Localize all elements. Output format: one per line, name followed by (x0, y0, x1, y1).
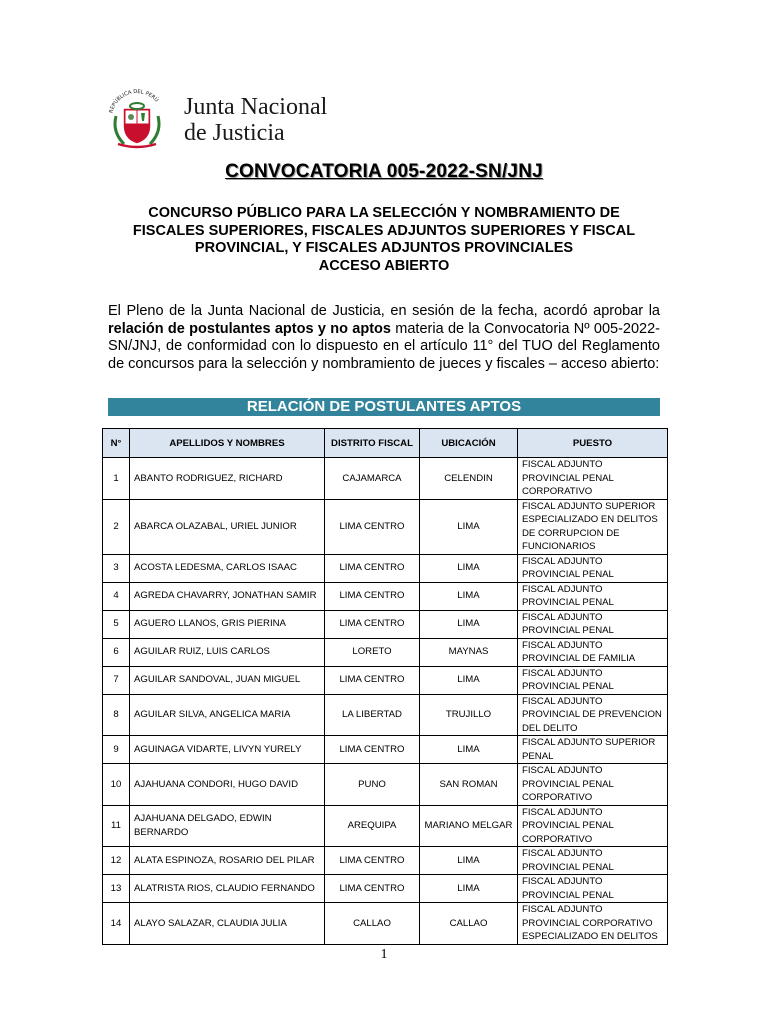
cell-district: LIMA CENTRO (325, 847, 420, 875)
cell-name: AGUINAGA VIDARTE, LIVYN YURELY (130, 736, 325, 764)
table-row (103, 805, 668, 847)
table-row (103, 610, 668, 638)
cell-num: 1 (103, 458, 130, 500)
cell-name: AJAHUANA DELGADO, EDWIN BERNARDO (130, 805, 325, 847)
cell-position: FISCAL ADJUNTO SUPERIOR ESPECIALIZADO EN DELITOS DE CORRUPCION DE FUNCIONARIOS (518, 499, 668, 554)
header-position: PUESTO (518, 429, 668, 458)
header-name: APELLIDOS Y NOMBRES (130, 429, 325, 458)
cell-position: FISCAL ADJUNTO PROVINCIAL PENAL (518, 847, 668, 875)
table-row (103, 847, 668, 875)
cell-position: FISCAL ADJUNTO SUPERIOR PENAL (518, 736, 668, 764)
cell-location: LIMA (420, 666, 518, 694)
document-subtitle (100, 205, 668, 275)
cell-location: LIMA (420, 736, 518, 764)
cell-name: ALAYO SALAZAR, CLAUDIA JULIA (130, 903, 325, 945)
cell-name: ALATA ESPINOZA, ROSARIO DEL PILAR (130, 847, 325, 875)
cell-num: 5 (103, 610, 130, 638)
cell-name: ABARCA OLAZABAL, URIEL JUNIOR (130, 499, 325, 554)
header-district: DISTRITO FISCAL (325, 429, 420, 458)
table-row (103, 458, 668, 500)
table-row (103, 638, 668, 666)
cell-name: ALATRISTA RIOS, CLAUDIO FERNANDO (130, 875, 325, 903)
cell-num: 13 (103, 875, 130, 903)
intro-text-2: materia de la Convocatoria Nº 005-2022-SN/JNJ, de conformidad con lo dispuesto en el artículo 11° del TUO del Reglamento de concursos para la selección y nombramiento de jueces y fiscales – acceso abierto: (108, 320, 660, 372)
subtitle-line-2: FISCALES SUPERIORES, FISCALES ADJUNTOS SUPERIORES Y FISCAL (132, 222, 636, 239)
cell-district: LORETO (325, 638, 420, 666)
cell-num: 14 (103, 903, 130, 945)
table-row (103, 582, 668, 610)
intro-text-bold: relación de postulantes aptos y no aptos (108, 320, 391, 337)
cell-name: ABANTO RODRIGUEZ, RICHARD (130, 458, 325, 500)
cell-location: CALLAO (420, 903, 518, 945)
cell-name: ACOSTA LEDESMA, CARLOS ISAAC (130, 554, 325, 582)
table-header-row (103, 429, 668, 458)
section-title-band: RELACIÓN DE POSTULANTES APTOS (108, 398, 660, 416)
cell-district: CALLAO (325, 903, 420, 945)
cell-num: 2 (103, 499, 130, 554)
document-title: CONVOCATORIA 005-2022-SN/JNJ (225, 161, 543, 182)
cell-position: FISCAL ADJUNTO PROVINCIAL PENAL (518, 666, 668, 694)
cell-num: 4 (103, 582, 130, 610)
peru-coat-of-arms-logo (104, 86, 170, 152)
table-row (103, 764, 668, 806)
cell-name: AGUILAR SANDOVAL, JUAN MIGUEL (130, 666, 325, 694)
table-row (103, 903, 668, 945)
cell-name: AGREDA CHAVARRY, JONATHAN SAMIR (130, 582, 325, 610)
cell-num: 6 (103, 638, 130, 666)
table-row (103, 554, 668, 582)
svg-text:REPÚBLICA DEL PERÚ: REPÚBLICA DEL PERÚ (108, 88, 160, 114)
cell-location: SAN ROMAN (420, 764, 518, 806)
cell-position: FISCAL ADJUNTO PROVINCIAL PENAL (518, 875, 668, 903)
cell-location: LIMA (420, 875, 518, 903)
applicants-table (102, 428, 668, 945)
cell-name: AGUILAR RUIZ, LUIS CARLOS (130, 638, 325, 666)
table-row (103, 736, 668, 764)
cell-location: MARIANO MELGAR (420, 805, 518, 847)
subtitle-line-1: CONCURSO PÚBLICO PARA LA SELECCIÓN Y NOMBRAMIENTO DE (148, 205, 620, 221)
cell-location: LIMA (420, 847, 518, 875)
table-row (103, 875, 668, 903)
cell-location: LIMA (420, 554, 518, 582)
subtitle-line-4: ACCESO ABIERTO (318, 257, 450, 274)
cell-location: LIMA (420, 499, 518, 554)
cell-district: LIMA CENTRO (325, 499, 420, 554)
cell-position: FISCAL ADJUNTO PROVINCIAL PENAL (518, 610, 668, 638)
cell-district: LIMA CENTRO (325, 736, 420, 764)
cell-district: PUNO (325, 764, 420, 806)
cell-district: LIMA CENTRO (325, 610, 420, 638)
table-row (103, 666, 668, 694)
document-header (104, 86, 404, 152)
cell-position: FISCAL ADJUNTO PROVINCIAL PENAL (518, 582, 668, 610)
table-row (103, 499, 668, 554)
cell-position: FISCAL ADJUNTO PROVINCIAL PENAL CORPORATIVO (518, 458, 668, 500)
cell-num: 10 (103, 764, 130, 806)
cell-location: CELENDIN (420, 458, 518, 500)
cell-position: FISCAL ADJUNTO PROVINCIAL PENAL (518, 554, 668, 582)
cell-district: AREQUIPA (325, 805, 420, 847)
cell-name: AJAHUANA CONDORI, HUGO DAVID (130, 764, 325, 806)
cell-num: 11 (103, 805, 130, 847)
cell-position: FISCAL ADJUNTO PROVINCIAL CORPORATIVO ESPECIALIZADO EN DELITOS (518, 903, 668, 945)
subtitle-line-3: PROVINCIAL, Y FISCALES ADJUNTOS PROVINCIALES (194, 240, 574, 256)
cell-position: FISCAL ADJUNTO PROVINCIAL DE FAMILIA (518, 638, 668, 666)
cell-name: AGUERO LLANOS, GRIS PIERINA (130, 610, 325, 638)
cell-num: 7 (103, 666, 130, 694)
cell-location: TRUJILLO (420, 694, 518, 736)
intro-paragraph (108, 303, 660, 373)
cell-num: 8 (103, 694, 130, 736)
cell-position: FISCAL ADJUNTO PROVINCIAL DE PREVENCION DEL DELITO (518, 694, 668, 736)
cell-district: LIMA CENTRO (325, 666, 420, 694)
cell-district: LA LIBERTAD (325, 694, 420, 736)
cell-location: MAYNAS (420, 638, 518, 666)
org-name-line-2: de Justicia (184, 120, 285, 146)
cell-district: LIMA CENTRO (325, 554, 420, 582)
cell-num: 9 (103, 736, 130, 764)
header-location: UBICACIÓN (420, 429, 518, 458)
organization-name (184, 94, 327, 146)
cell-district: LIMA CENTRO (325, 582, 420, 610)
cell-district: LIMA CENTRO (325, 875, 420, 903)
page-number: 1 (380, 947, 388, 962)
cell-position: FISCAL ADJUNTO PROVINCIAL PENAL CORPORATIVO (518, 805, 668, 847)
intro-text-1: El Pleno de la Junta Nacional de Justicia, en sesión de la fecha, acordó aprobar la (108, 303, 660, 319)
cell-location: LIMA (420, 582, 518, 610)
org-name-line-1: Junta Nacional (184, 94, 328, 120)
cell-location: LIMA (420, 610, 518, 638)
cell-position: FISCAL ADJUNTO PROVINCIAL PENAL CORPORATIVO (518, 764, 668, 806)
cell-name: AGUILAR SILVA, ANGELICA MARIA (130, 694, 325, 736)
cell-district: CAJAMARCA (325, 458, 420, 500)
table-row (103, 694, 668, 736)
header-num: N° (103, 429, 130, 458)
cell-num: 12 (103, 847, 130, 875)
cell-num: 3 (103, 554, 130, 582)
